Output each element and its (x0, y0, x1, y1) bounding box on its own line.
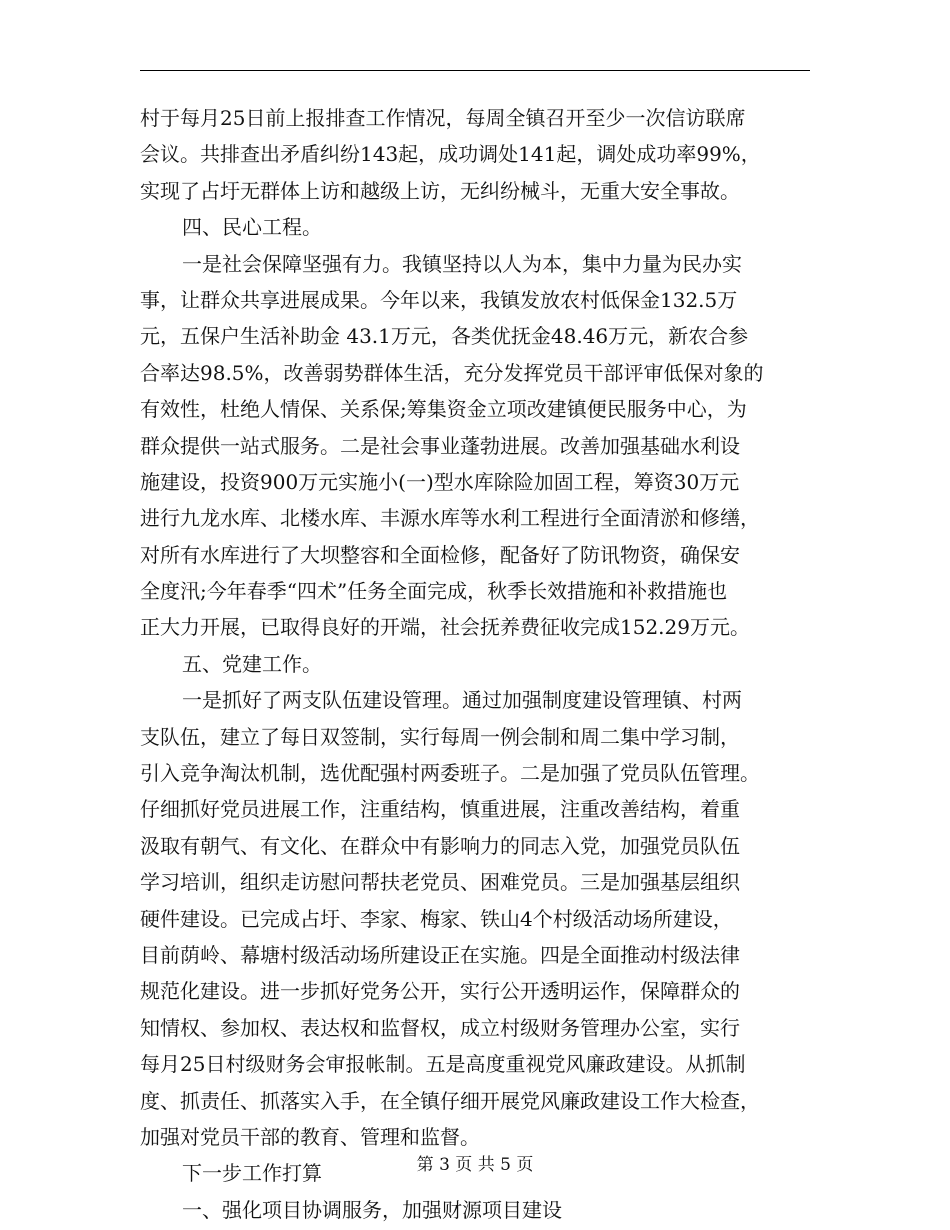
text-line: 加强对党员干部的教育、管理和监督。 (140, 1124, 480, 1149)
section-heading: 五、党建工作。 (182, 651, 322, 676)
text-line: 实现了占圩无群体上访和越级上访，无纠纷械斗，无重大安全事故。 (140, 178, 740, 203)
text-line: 全度汛;今年春季“四术”任务全面完成，秋季长效措施和补救措施也 (140, 579, 728, 604)
section-heading: 四、民心工程。 (182, 215, 322, 240)
text-line: 规范化建设。进一步抓好党务公开，实行公开透明运作，保障群众的 (140, 979, 740, 1004)
text-line: 一是社会保障坚强有力。我镇坚持以人为本，集中力量为民办实 (182, 251, 742, 276)
text-line: 正大力开展，已取得良好的开端，社会抚养费征收完成152.29万元。 (140, 615, 750, 640)
text-line: 群众提供一站式服务。二是社会事业蓬勃进展。改善加强基础水利设 (140, 433, 740, 458)
text-line: 事，让群众共享进展成果。今年以来，我镇发放农村低保金132.5万 (140, 287, 738, 312)
body-text (140, 100, 812, 1228)
text-line: 支队伍，建立了每日双签制，实行每周一例会制和周二集中学习制， (140, 724, 740, 749)
text-line: 仔细抓好党员进展工作，注重结构，慎重进展，注重改善结构，着重 (140, 797, 740, 822)
page-number: 第 3 页 共 5 页 (416, 1155, 534, 1175)
text-line: 汲取有朝气、有文化、在群众中有影响力的同志入党，加强党员队伍 (140, 833, 740, 858)
text-line: 知情权、参加权、表达权和监督权，成立村级财务管理办公室，实行 (140, 1015, 740, 1040)
text-line: 引入竞争淘汰机制，选优配强村两委班子。二是加强了党员队伍管理。 (140, 761, 760, 786)
text-line: 对所有水库进行了大坝整容和全面检修，配备好了防讯物资，确保安 (140, 542, 740, 567)
section-heading: 一、强化项目协调服务，加强财源项目建设 (182, 1197, 562, 1222)
header-rule (140, 70, 810, 71)
text-line: 硬件建设。已完成占圩、李家、梅家、铁山4个村级活动场所建设， (140, 906, 733, 931)
text-line: 会议。共排查出矛盾纠纷143起，成功调处141起，调处成功率99%， (140, 142, 761, 167)
text-line: 施建设，投资900万元实施小(一)型水库除险加固工程，筹资30万元 (140, 469, 740, 494)
text-line: 学习培训，组织走访慰问帮扶老党员、困难党员。三是加强基层组织 (140, 870, 740, 895)
text-line: 目前荫岭、幕塘村级活动场所建设正在实施。四是全面推动村级法律 (140, 942, 740, 967)
text-line: 有效性，杜绝人情保、关系保;筹集资金立项改建镇便民服务中心，为 (140, 397, 747, 422)
text-line: 一是抓好了两支队伍建设管理。通过加强制度建设管理镇、村两 (182, 688, 742, 713)
text-line: 元，五保户生活补助金 43.1万元，各类优抚金48.46万元，新农合参 (140, 324, 749, 349)
text-line: 度、抓责任、抓落实入手，在全镇仔细开展党风廉政建设工作大检查， (140, 1088, 760, 1113)
text-line: 合率达98.5%，改善弱势群体生活，充分发挥党员干部评审低保对象的 (140, 360, 764, 385)
text-line: 进行九龙水库、北楼水库、丰源水库等水利工程进行全面清淤和修缮， (140, 506, 760, 531)
section-heading: 下一步工作打算 (182, 1161, 322, 1186)
text-line: 村于每月25日前上报排查工作情况，每周全镇召开至少一次信访联席 (140, 106, 746, 130)
text-line: 每月25日村级财务会审报帐制。五是高度重视党风廉政建设。从抓制 (140, 1052, 746, 1077)
